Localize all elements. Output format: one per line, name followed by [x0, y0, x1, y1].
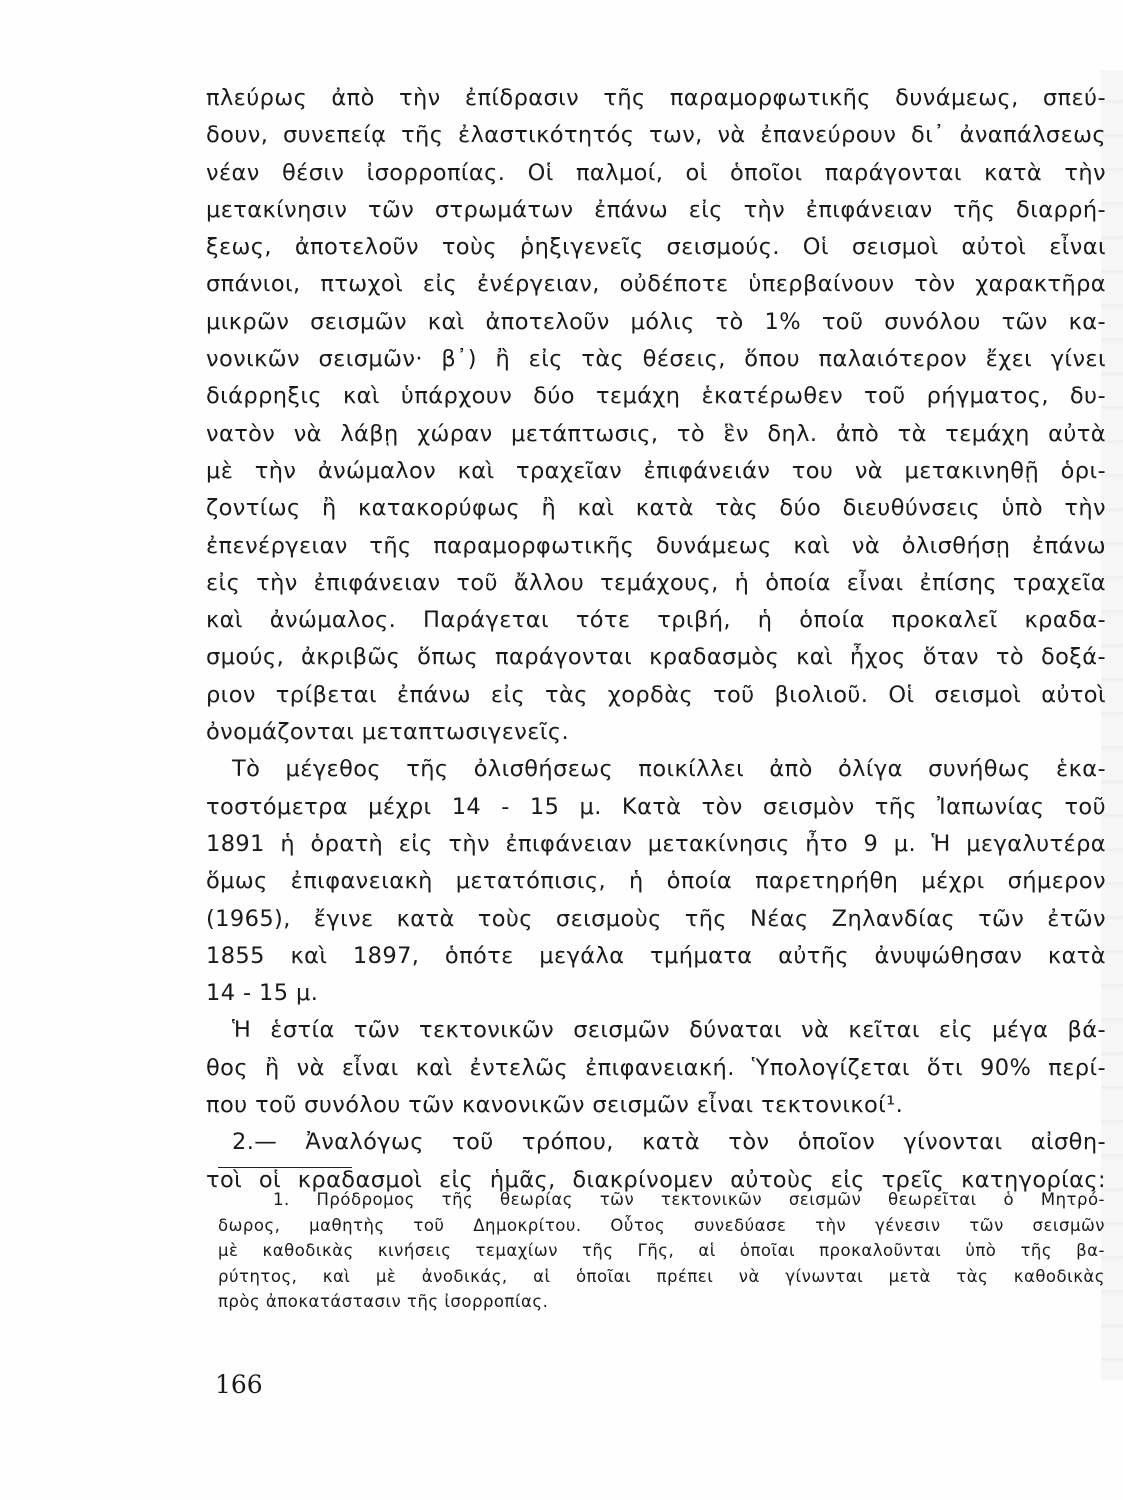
text-line: εἰς τὴν ἐπιφάνειαν τοῦ ἄλλου τεμάχους, ἡ ὁποία εἶναι ἐπίσης τραχεῖα: [206, 569, 1106, 596]
text-line: σπάνιοι, πτωχοὶ εἰς ἐνέργειαν, οὐδέποτε ὑπερβαίνουν τὸν χαρακτῆρα: [206, 271, 1106, 298]
page-number: 166: [215, 1370, 263, 1399]
footnote-line: μὲ καθοδικὰς κινήσεις τεμαχίων τῆς Γῆς, αἱ ὁποῖαι προκαλοῦνται ὑπὸ τῆς βα-: [218, 1241, 1105, 1260]
footnote-line: πρὸς ἀποκατάστασιν τῆς ἰσορροπίας.: [218, 1292, 549, 1311]
text-line: πλεύρως ἀπὸ τὴν ἐπίδρασιν τῆς παραμορφωτικῆς δυνάμεως, σπεύ-: [206, 85, 1106, 111]
text-line: δουν, συνεπείᾳ τῆς ἐλαστικότητός των, νὰ ἐπανεύρουν δι᾽ ἀναπάλσεως: [206, 122, 1106, 149]
text-line: 14 - 15 μ.: [206, 980, 319, 1007]
text-line: 2.— Ἀναλόγως τοῦ τρόπου, κατὰ τὸν ὁποῖον γίνονται αἰσθη-: [232, 1129, 1106, 1156]
text-line: διάρρηξις καὶ ὑπάρχουν δύο τεμάχη ἑκατέρωθεν τοῦ ρήγματος, δυ-: [206, 383, 1106, 410]
text-line: 1855 καὶ 1897, ὁπότε μεγάλα τμήματα αὐτῆς ἀνυψώθησαν κατὰ: [206, 942, 1106, 969]
text-line: σμούς, ἀκριβῶς ὅπως παράγονται κραδασμὸς καὶ ἦχος ὅταν τὸ δοξά-: [206, 644, 1106, 671]
text-line: θος ἢ νὰ εἶναι καὶ ἐντελῶς ἐπιφανειακή. Ὑπολογίζεται ὅτι 90% περί-: [206, 1054, 1106, 1081]
footnotes: [218, 1187, 1105, 1315]
text-line: ὀνομάζονται μεταπτωσιγενεῖς.: [206, 719, 570, 746]
text-line: καὶ ἀνώμαλος. Παράγεται τότε τριβή, ἡ ὁποία προκαλεῖ κραδα-: [206, 607, 1106, 634]
body-text: [206, 80, 1106, 1199]
text-line: Ἡ ἑστία τῶν τεκτονικῶν σεισμῶν δύναται νὰ κεῖται εἰς μέγα βά-: [232, 1017, 1106, 1044]
text-line: που τοῦ συνόλου τῶν κανονικῶν σεισμῶν εἶναι τεκτονικοί¹.: [206, 1092, 904, 1119]
text-line: ὅμως ἐπιφανειακὴ μετατόπισις, ἡ ὁποία παρετηρήθη μέχρι σήμερον: [206, 868, 1106, 895]
text-line: μὲ τὴν ἀνώμαλον καὶ τραχεῖαν ἐπιφάνειάν του νὰ μετακινηθῇ ὁρι-: [206, 457, 1106, 484]
text-line: τοστόμετρα μέχρι 14 - 15 μ. Κατὰ τὸν σεισμὸν τῆς Ἰαπωνίας τοῦ: [206, 793, 1106, 820]
text-line: ριον τρίβεται ἐπάνω εἰς τὰς χορδὰς τοῦ βιολιοῦ. Οἱ σεισμοὶ αὐτοὶ: [206, 681, 1106, 708]
text-line: 1891 ἡ ὁρατὴ εἰς τὴν ἐπιφάνειαν μετακίνησις ἦτο 9 μ. Ἡ μεγαλυτέρα: [206, 830, 1106, 857]
text-line: Τὸ μέγεθος τῆς ὀλισθήσεως ποικίλλει ἀπὸ ὀλίγα συνήθως ἑκα-: [232, 756, 1106, 783]
text-line: τοὶ οἱ κραδασμοὶ εἰς ἡμᾶς, διακρίνομεν αὐτοὺς εἰς τρεῖς κατηγορίας:: [206, 1166, 1106, 1193]
footnote-line: 1. Πρόδρομος τῆς θεωρίας τῶν τεκτονικῶν σεισμῶν θεωρεῖται ὁ Μητρό-: [273, 1190, 1105, 1209]
text-line: νέαν θέσιν ἰσορροπίας. Οἱ παλμοί, οἱ ὁποῖοι παράγονται κατὰ τὴν: [206, 159, 1106, 186]
footnote-rule: [218, 1167, 352, 1168]
text-line: (1965), ἔγινε κατὰ τοὺς σεισμοὺς τῆς Νέας Ζηλανδίας τῶν ἐτῶν: [206, 905, 1106, 932]
text-line: νονικῶν σεισμῶν· β᾽) ἢ εἰς τὰς θέσεις, ὅπου παλαιότερον ἔχει γίνει: [206, 346, 1106, 373]
text-line: ἐπενέργειαν τῆς παραμορφωτικῆς δυνάμεως καὶ νὰ ὀλισθήσῃ ἐπάνω: [206, 532, 1106, 559]
text-line: μικρῶν σεισμῶν καὶ ἀποτελοῦν μόλις τὸ 1% τοῦ συνόλου τῶν κα-: [206, 308, 1106, 335]
text-line: μετακίνησιν τῶν στρωμάτων ἐπάνω εἰς τὴν ἐπιφάνειαν τῆς διαρρή-: [206, 196, 1106, 223]
text-line: ζοντίως ἢ κατακορύφως ἢ καὶ κατὰ τὰς δύο διευθύνσεις ὑπὸ τὴν: [206, 495, 1106, 522]
text-line: ξεως, ἀποτελοῦν τοὺς ῥηξιγενεῖς σεισμούς. Οἱ σεισμοὶ αὐτοὶ εἶναι: [206, 234, 1106, 261]
text-line: νατὸν νὰ λάβῃ χώραν μετάπτωσις, τὸ ἓν δηλ. ἀπὸ τὰ τεμάχη αὐτὰ: [206, 420, 1106, 447]
footnote-line: ρύτητος, καὶ μὲ ἀνοδικάς, αἱ ὁποῖαι πρέπει νὰ γίνωνται μετὰ τὰς καθοδικὰς: [218, 1266, 1105, 1286]
footnote-line: δωρος, μαθητὴς τοῦ Δημοκρίτου. Οὗτος συνεδύασε τὴν γένεσιν τῶν σεισμῶν: [218, 1215, 1105, 1235]
